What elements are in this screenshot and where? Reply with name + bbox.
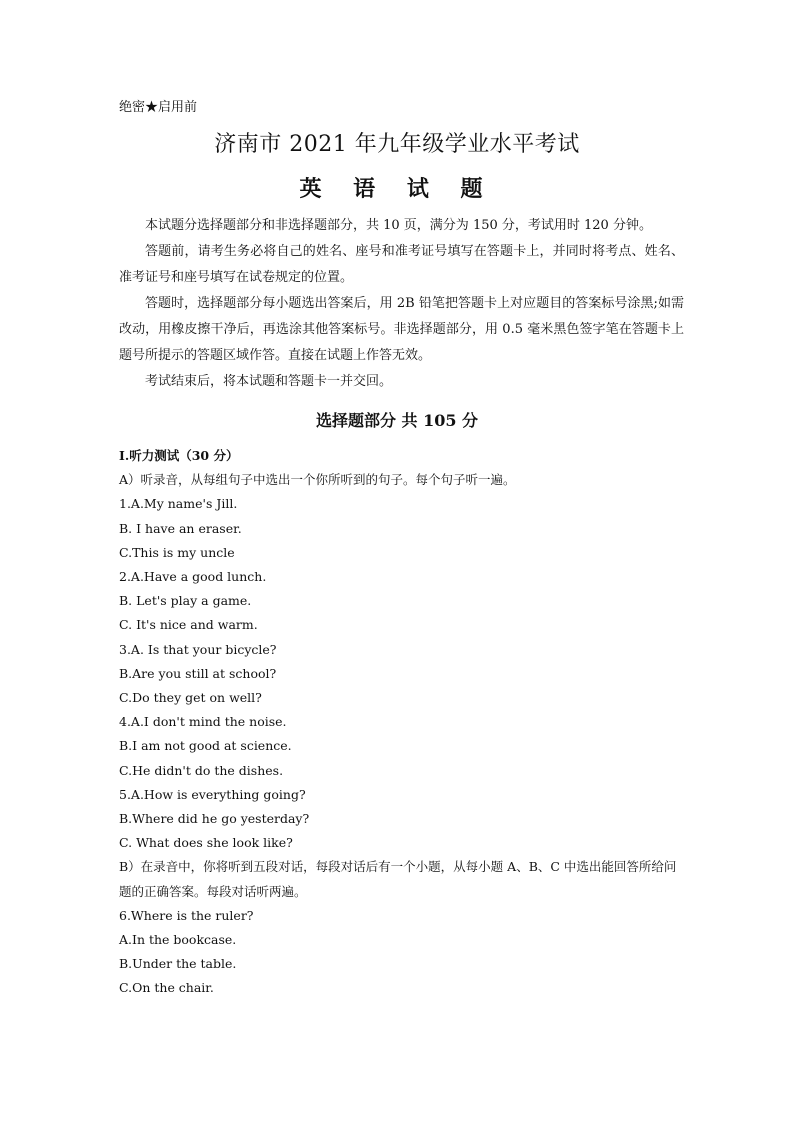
question-line: 6.Where is the ruler? — [119, 907, 254, 923]
question-line: B.I am not good at science. — [119, 738, 292, 754]
instruction-paragraph: 本试题分选择题部分和非选择题部分，共 10 页，满分为 150 分，考试用时 120 分钟。 — [145, 218, 652, 233]
question-line: C.This is my uncle — [119, 544, 235, 560]
question-line: 4.A.I don't mind the noise. — [119, 714, 287, 730]
question-line: 2.A.Have a good lunch. — [119, 569, 267, 585]
question-line: A.In the bookcase. — [119, 932, 237, 948]
secret-mark: 绝密★启用前 — [119, 100, 198, 115]
question-line: B.Are you still at school? — [119, 665, 277, 681]
section-title: 选择题部分 共 105 分 — [315, 411, 479, 430]
question-line: C. It's nice and warm. — [119, 617, 258, 633]
listening-heading: I.听力测试（30 分） — [119, 448, 239, 463]
question-line: C.Do they get on well? — [119, 690, 262, 706]
instruction-paragraph: 答题前，请考生务必将自己的姓名、座号和准考证号填写在答题卡上，并同时将考点、姓名、准考证号和座号填写在试卷规定的位置。 — [119, 244, 684, 285]
question-line: C.He didn't do the dishes. — [119, 762, 284, 778]
question-line: 5.A.How is everything going? — [119, 786, 306, 802]
question-line: 1.A.My name's Jill. — [119, 496, 238, 512]
listening-section — [119, 444, 684, 1001]
question-line: C.On the chair. — [119, 980, 214, 996]
question-line: B. I have an eraser. — [119, 520, 242, 536]
instructions — [119, 213, 684, 395]
question-line: 3.A. Is that your bicycle? — [119, 641, 277, 657]
question-line: B.Under the table. — [119, 956, 237, 972]
instruction-paragraph: 答题时，选择题部分每小题选出答案后，用 2B 铅笔把答题卡上对应题目的答案标号涂黑;如需改动，用橡皮擦干净后，再选涂其他答案标号。非选择题部分，用 0.5 毫米黑色签字笔在答题卡上题号所提示的答题区域作答。直接在试题上作答无效。 — [119, 296, 684, 363]
exam-subtitle: 英 语 试 题 — [299, 176, 495, 202]
part-b-instruction: B）在录音中，你将听到五段对话，每段对话后有一个小题，从每小题 A、B、C 中选出能回答所给问题的正确答案。每段对话听两遍。 — [119, 859, 677, 899]
exam-title: 济南市 2021 年九年级学业水平考试 — [214, 132, 580, 157]
question-line: B.Where did he go yesterday? — [119, 811, 310, 827]
instruction-paragraph: 考试结束后，将本试题和答题卡一并交回。 — [145, 374, 393, 389]
question-line: C. What does she look like? — [119, 835, 293, 851]
part-a-instruction: A）听录音，从每组句子中选出一个你所听到的句子。每个句子听一遍。 — [119, 472, 516, 488]
question-line: B. Let's play a game. — [119, 593, 252, 609]
